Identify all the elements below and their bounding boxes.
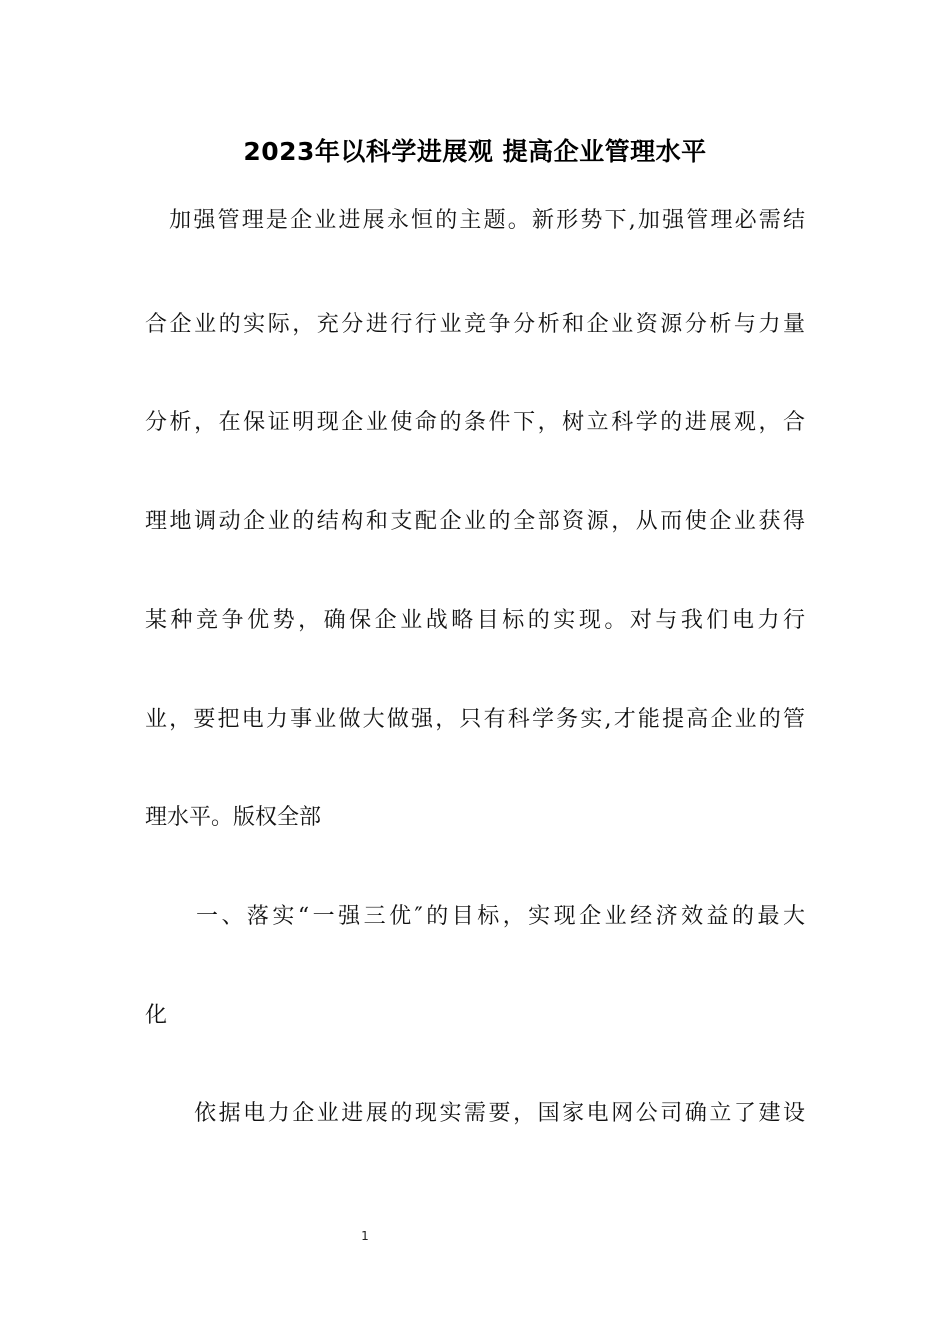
paragraph-line: 理水平。版权全部: [145, 805, 322, 830]
document-title: 2023年以科学进展观 提高企业管理水平: [243, 137, 707, 166]
paragraph-line: 业，要把电力事业做大做强，只有科学务实,才能提高企业的管: [145, 707, 805, 732]
paragraph-line: 合企业的实际，充分进行行业竞争分析和企业资源分析与力量: [145, 312, 805, 337]
paragraph-line: 某种竞争优势，确保企业战略目标的实现。对与我们电力行: [145, 608, 805, 633]
paragraph-line: 加强管理是企业进展永恒的主题。新形势下,加强管理必需结: [145, 208, 805, 233]
section-heading-line: 化: [145, 1003, 168, 1028]
paragraph-line: 理地调动企业的结构和支配企业的全部资源，从而使企业获得: [145, 509, 805, 534]
paragraph-line: 分析，在保证明现企业使命的条件下，树立科学的进展观，合: [145, 410, 805, 435]
section-heading-line: 一、落实“一强三优″的目标，实现企业经济效益的最大: [145, 904, 805, 929]
page-number: 1: [361, 1229, 369, 1243]
paragraph-line: 依据电力企业进展的现实需要，国家电网公司确立了建设: [145, 1101, 805, 1126]
